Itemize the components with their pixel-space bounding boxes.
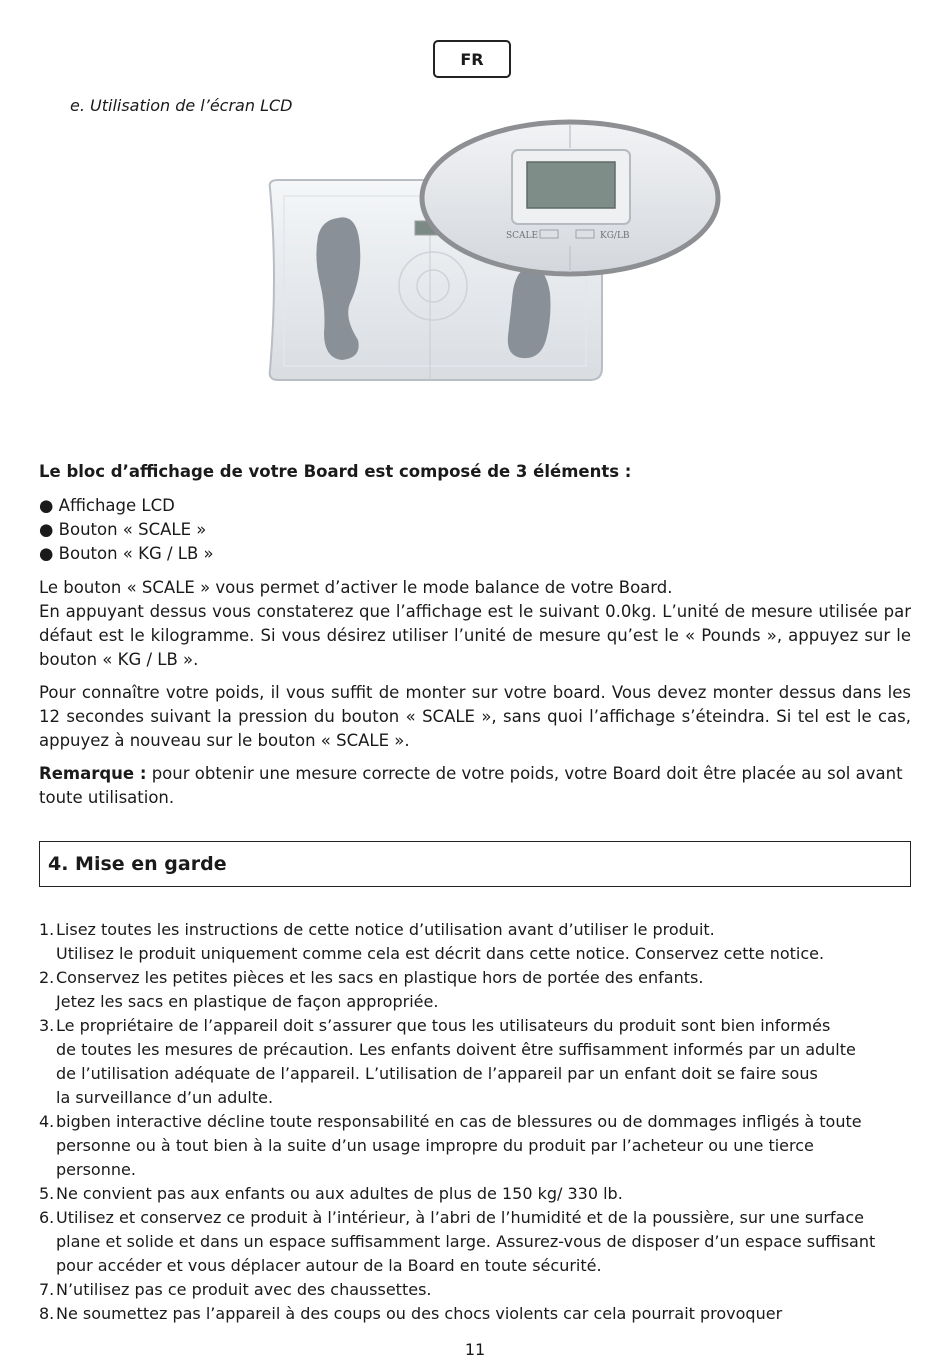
bullet-item: ● Affichage LCD: [39, 496, 175, 515]
language-badge: FR: [433, 40, 511, 78]
section-subtitle: e. Utilisation de l’écran LCD: [70, 96, 293, 115]
unit-label: KG/LB: [600, 231, 630, 241]
list-item: 2. Conservez les petites pièces et les sacs en plastique hors de portée des enfants. Jetez les sacs en plastique de façon appropriée.: [39, 968, 704, 1011]
display-block-heading: Le bloc d’affichage de votre Board est composé de 3 éléments :: [39, 462, 632, 481]
page-number: 11: [464, 1340, 486, 1359]
scale-label: SCALE: [506, 231, 539, 241]
section-title: 4. Mise en garde: [48, 853, 227, 875]
paragraph-weight: Pour connaître votre poids, il vous suffit de monter sur votre board. Vous devez monter dessus dans les 12 secondes suivant la pression du bouton « SCALE », sans quoi l’affichage s’éteindra. Si tel est le cas, appuyez à nouveau sur le bouton « SCALE ».: [39, 683, 911, 750]
balance-board-illustration: [250, 118, 730, 408]
list-item: 4. bigben interactive décline toute responsabilité en cas de blessures ou de dommages infligés à toute personne ou à tout bien à la suite d’un usage impropre du produit par l’acheteur ou une tierce personne.: [39, 1112, 862, 1179]
remark-label: Remarque :: [39, 764, 147, 783]
unit-button-icon: [576, 230, 594, 238]
bullet-item: ● Bouton « SCALE »: [39, 520, 207, 539]
paragraph-scale: Le bouton « SCALE » vous permet d’activer le mode balance de votre Board. En appuyant dessus vous constaterez que l’affichage est le suivant 0.0kg. L’unité de mesure utilisée par défaut est le kilogramme. Si vous désirez utiliser l’unité de mesure qu’est le « Pounds », appuyez sur le bouton « KG / LB ».: [39, 578, 911, 669]
bullet-item: ● Bouton « KG / LB »: [39, 544, 214, 563]
remark-paragraph: Remarque : pour obtenir une mesure correcte de votre poids, votre Board doit être placée au sol avant toute utilisation.: [39, 764, 903, 807]
list-item: 1. Lisez toutes les instructions de cette notice d’utilisation avant d’utiliser le produit. Utilisez le produit uniquement comme cela est décrit dans cette notice. Conservez cette notice.: [39, 920, 825, 963]
lcd-screen-icon: [527, 162, 615, 208]
scale-button-icon: [540, 230, 558, 238]
list-item: 8. Ne soumettez pas l’appareil à des coups ou des chocs violents car cela pourrait provoquer: [39, 1304, 783, 1323]
list-item: 5. Ne convient pas aux enfants ou aux adultes de plus de 150 kg/ 330 lb.: [39, 1184, 623, 1203]
list-item: 3. Le propriétaire de l’appareil doit s’assurer que tous les utilisateurs du produit sont bien informés de toutes les mesures de précaution. Les enfants doivent être suffisamment informés par un adulte de l’utilisation adéquate de l’appareil. L’utilisation de l’appareil par un enfant doit se faire sous la surveillance d’un adulte.: [39, 1016, 856, 1107]
section-heading-box: [39, 841, 911, 887]
list-item: 6. Utilisez et conservez ce produit à l’intérieur, à l’abri de l’humidité et de la poussière, sur une surface plane et solide et dans un espace suffisamment large. Assurez-vous de disposer d’un espace suffisant pour accéder et vous déplacer autour de la Board en toute sécurité.: [39, 1208, 876, 1275]
warning-list: [39, 918, 919, 1326]
list-item: 7. N’utilisez pas ce produit avec des chaussettes.: [39, 1280, 432, 1299]
bullet-list: [39, 494, 911, 566]
